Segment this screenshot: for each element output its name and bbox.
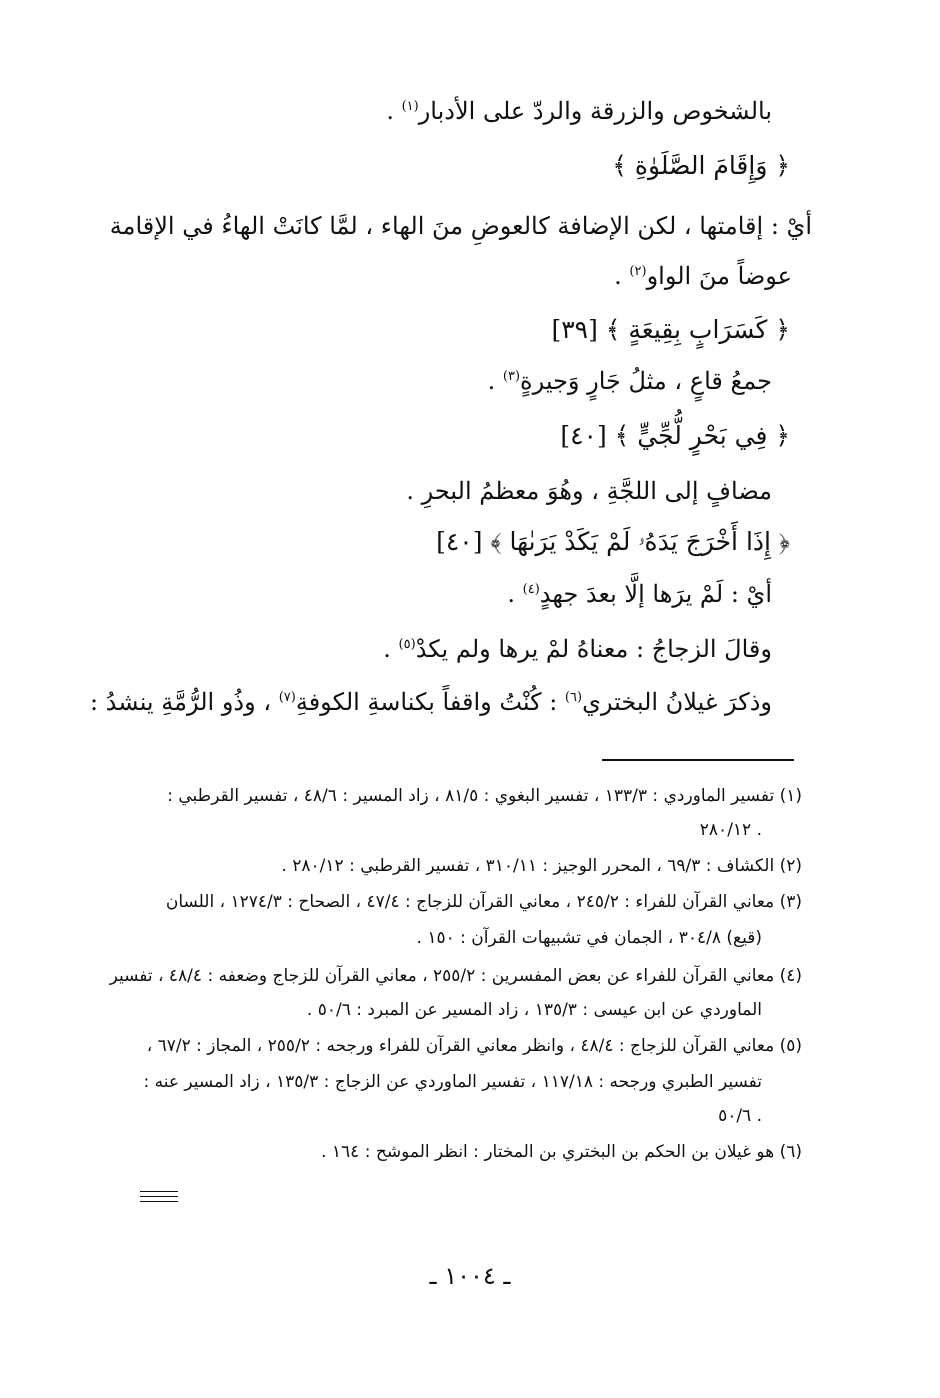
footnote-1-cont: ٢٨٠/١٢ .	[699, 820, 762, 840]
footnote-4-cont: الماوردي عن ابن عيسى : ١٣٥/٣ ، زاد المسير عن المبرد : ٥٠/٦ .	[306, 1000, 762, 1020]
text-line-12-part-a: وذكرَ غيلانُ البختري	[582, 688, 772, 716]
end-marker	[140, 1191, 178, 1206]
footnote-4: (٤) معاني القرآن للفراء عن بعض المفسرين : ٢٥٥/٢ ، معاني القرآن للزجاج وضعفه : ٤٨/٤ ، تفسير	[109, 966, 802, 986]
footnote-ref-2: (٢)	[629, 264, 647, 279]
text-line-4	[614, 262, 792, 290]
text-line-1	[386, 97, 772, 125]
text-line-4-content: عوضاً منَ الواو	[646, 262, 792, 290]
text-line-12-part-c: ، وذُو الرُّمَّةِ ينشدُ :	[89, 688, 279, 716]
footnote-6: (٦) هو غيلان بن الحكم بن البختري بن المختار : انظر الموشح : ١٦٤ .	[321, 1142, 802, 1162]
page-number: ـ ١٠٠٤ ـ	[429, 1262, 511, 1290]
text-line-11-end: .	[383, 635, 399, 663]
text-line-3: أيْ : إقامتها ، لكن الإضافة كالعوضِ منَ الهاء ، لمَّا كانَتْ الهاءُ في الإقامة	[109, 212, 812, 240]
footnote-3-cont: (قيع) ٣٠٤/٨ ، الجمان في تشبيهات القرآن : ١٥٠ .	[416, 928, 762, 948]
footnote-ref-1: (١)	[401, 99, 419, 114]
footnote-5-cont-2: ٥٠/٦ .	[718, 1106, 762, 1126]
footnote-ref-7: (٧)	[278, 690, 296, 705]
text-line-4-end: .	[614, 262, 630, 290]
text-line-6	[488, 367, 772, 395]
text-line-12-part-b: : كُنْتُ واقفاً بكناسةِ الكوفةِ	[295, 688, 565, 716]
footnote-3: (٣) معاني القرآن للفراء : ٢٤٥/٢ ، معاني القرآن للزجاج : ٤٧/٤ ، الصحاح : ١٢٧٤/٣ ، اللسان	[165, 892, 802, 912]
text-line-11	[383, 635, 772, 663]
footnote-ref-5: (٥)	[398, 637, 416, 652]
footnote-2: (٢) الكشاف : ٦٩/٣ ، المحرر الوجيز : ٣١٠/١١ ، تفسير القرطبي : ٢٨٠/١٢ .	[281, 856, 802, 876]
text-line-1-end: .	[386, 97, 402, 125]
text-line-12	[90, 688, 772, 716]
quran-verse-3: ﴿ فِي بَحْرٍ لُّجِّيٍّ ﴾ [٤٠]	[560, 421, 790, 450]
footnote-ref-3: (٣)	[502, 369, 521, 384]
quran-verse-4: ﴿ إِذَا أَخْرَجَ يَدَهُۥ لَمْ يَكَدْ يَرَىٰهَا ﴾ [٤٠]	[436, 527, 790, 556]
text-line-1-content: بالشخوص والزرقة والردّ على الأدبار	[418, 97, 772, 125]
text-line-6-content: جمعُ قاعٍ ، مثلُ جَارٍ وَجيرةٍ	[520, 367, 772, 395]
quran-verse-2: ﴿ كَسَرَابٍ بِقِيعَةٍ ﴾ [٣٩]	[551, 315, 790, 344]
footnote-1: (١) تفسير الماوردي : ١٣٣/٣ ، تفسير البغوي : ٨١/٥ ، زاد المسير : ٤٨/٦ ، تفسير القرطبي :	[167, 786, 802, 806]
footnote-separator	[602, 759, 794, 761]
footnote-ref-6: (٦)	[564, 690, 583, 705]
text-line-10-content: أيْ : لَمْ يرَها إلَّا بعدَ جهدٍ	[539, 580, 772, 608]
text-line-10	[507, 580, 772, 608]
footnote-5-cont: تفسير الطبري ورجحه : ١١٧/١٨ ، تفسير الماوردي عن الزجاج : ١٣٥/٣ ، زاد المسير عنه :	[143, 1072, 762, 1092]
text-line-11-content: وقالَ الزجاجُ : معناهُ لمْ يرها ولم يكدْ	[415, 635, 772, 663]
text-line-8: مضافٍ إلى اللجَّةِ ، وهُوَ معظمُ البحرِ .	[406, 477, 772, 505]
quran-verse-1: ﴿ وَإِقَامَ الصَّلَوٰةِ ﴾	[612, 151, 790, 180]
text-line-10-end: .	[507, 580, 523, 608]
footnote-ref-4: (٤)	[522, 582, 540, 597]
text-line-6-end: .	[487, 367, 503, 395]
footnote-5: (٥) معاني القرآن للزجاج : ٤٨/٤ ، وانظر معاني القرآن للفراء ورجحه : ٢٥٥/٢ ، المجاز : ٦٧/٢ ،	[146, 1036, 802, 1056]
